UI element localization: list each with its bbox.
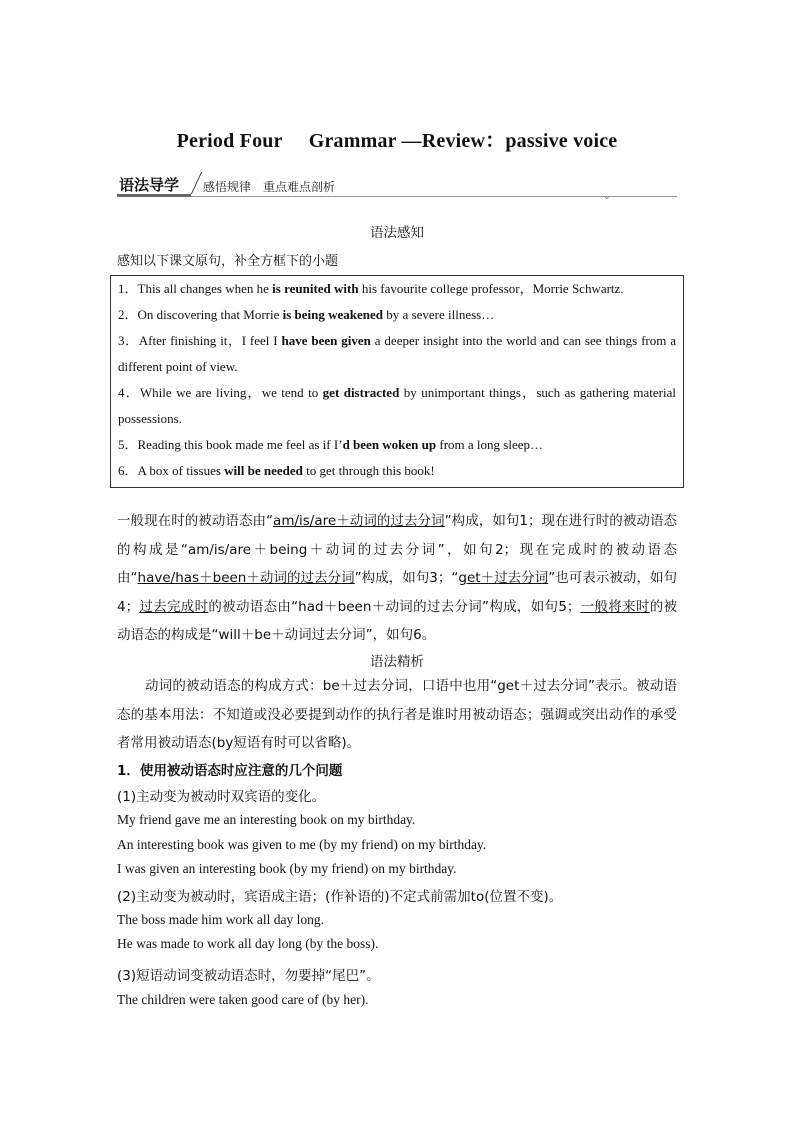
example-line: The children were taken good care of (by her). <box>117 992 369 1007</box>
divider-slash <box>191 172 202 194</box>
heading-perceive: 语法感知 <box>370 225 424 241</box>
intro-instruction: 感知以下课文原句，补全方框下的小题 <box>117 254 339 269</box>
analysis-paragraph: 动词的被动语态的构成方式：be＋过去分词，口语中也用“get＋过去分词”表示。被动语态的基本用法：不知道或没必要提到动作的执行者是谁时用被动语态；强调或突出动作的承受者常用被动语态(by短语有时可以省略)。 <box>117 678 677 751</box>
example-line: I was given an interesting book (by my friend) on my birthday. <box>117 861 457 876</box>
example-sentence: 3．After finishing it，I feel I have been given a deeper insight into the world and can see things from a different point of view. <box>118 333 676 374</box>
example-line: He was made to work all day long (by the boss). <box>117 936 379 951</box>
heading-analysis: 语法精析 <box>370 654 424 670</box>
section-header <box>117 172 677 200</box>
sub-point: (2)主动变为被动时，宾语成主语；(作补语的)不定式前需加to(位置不变)。 <box>117 889 563 905</box>
section-subtitle: 感悟规律 重点难点剖析 <box>203 180 336 194</box>
sub-point: (1)主动变为被动时双宾语的变化。 <box>117 789 326 805</box>
example-sentence: 1．This all changes when he is reunited with his favourite college professor，Morrie Schwartz. <box>118 281 624 296</box>
example-sentence: 4．While we are living，we tend to get distracted by unimportant things，such as gathering material possessions. <box>118 385 676 426</box>
example-box <box>110 275 684 488</box>
point-title: 1．使用被动语态时应注意的几个问题 <box>117 763 343 779</box>
decorative-chevron-icon: ⌄ <box>603 191 611 201</box>
title-period: Period Four <box>176 130 283 152</box>
example-line: An interesting book was given to me (by my friend) on my birthday. <box>117 837 487 852</box>
summary-paragraph: 一般现在时的被动语态由“am/is/are＋动词的过去分词”构成，如句1；现在进行时的被动语态的构成是“am/is/are＋being＋动词的过去分词”，如句2；现在完成时的被动语态由“have/has＋been＋动词的过去分词”构成，如句3；“get＋过去分词”也可表示被动，如句4；过去完成时的被动语态由“had＋been＋动词的过去分词”构成，如句5；一般将来时的被动语态的构成是“will＋be＋动词过去分词”，如句6。 <box>117 513 678 643</box>
example-line: The boss made him work all day long. <box>117 912 324 927</box>
example-line: My friend gave me an interesting book on my birthday. <box>117 812 416 827</box>
title-topic: Grammar —Review：passive voice <box>308 130 618 152</box>
answer-blank: 过去完成时 <box>139 598 209 615</box>
answer-blank: am/is/are＋动词的过去分词 <box>273 513 445 529</box>
page-title <box>0 124 794 153</box>
answer-blank: get＋过去分词 <box>458 570 549 586</box>
example-sentence: 5．Reading this book made me feel as if I’d been woken up from a long sleep… <box>118 437 543 452</box>
example-sentence: 6．A box of tissues will be needed to get through this book! <box>118 463 435 478</box>
answer-blank: 一般将来时 <box>580 598 650 615</box>
example-sentence: 2．On discovering that Morrie is being weakened by a severe illness… <box>118 307 495 322</box>
section-underline-thick <box>117 194 191 197</box>
answer-blank: have/has＋been＋动词的过去分词 <box>137 570 355 586</box>
section-badge: 语法导学 <box>119 176 180 194</box>
sub-point: (3)短语动词变被动语态时，勿要掉“尾巴”。 <box>117 968 380 984</box>
